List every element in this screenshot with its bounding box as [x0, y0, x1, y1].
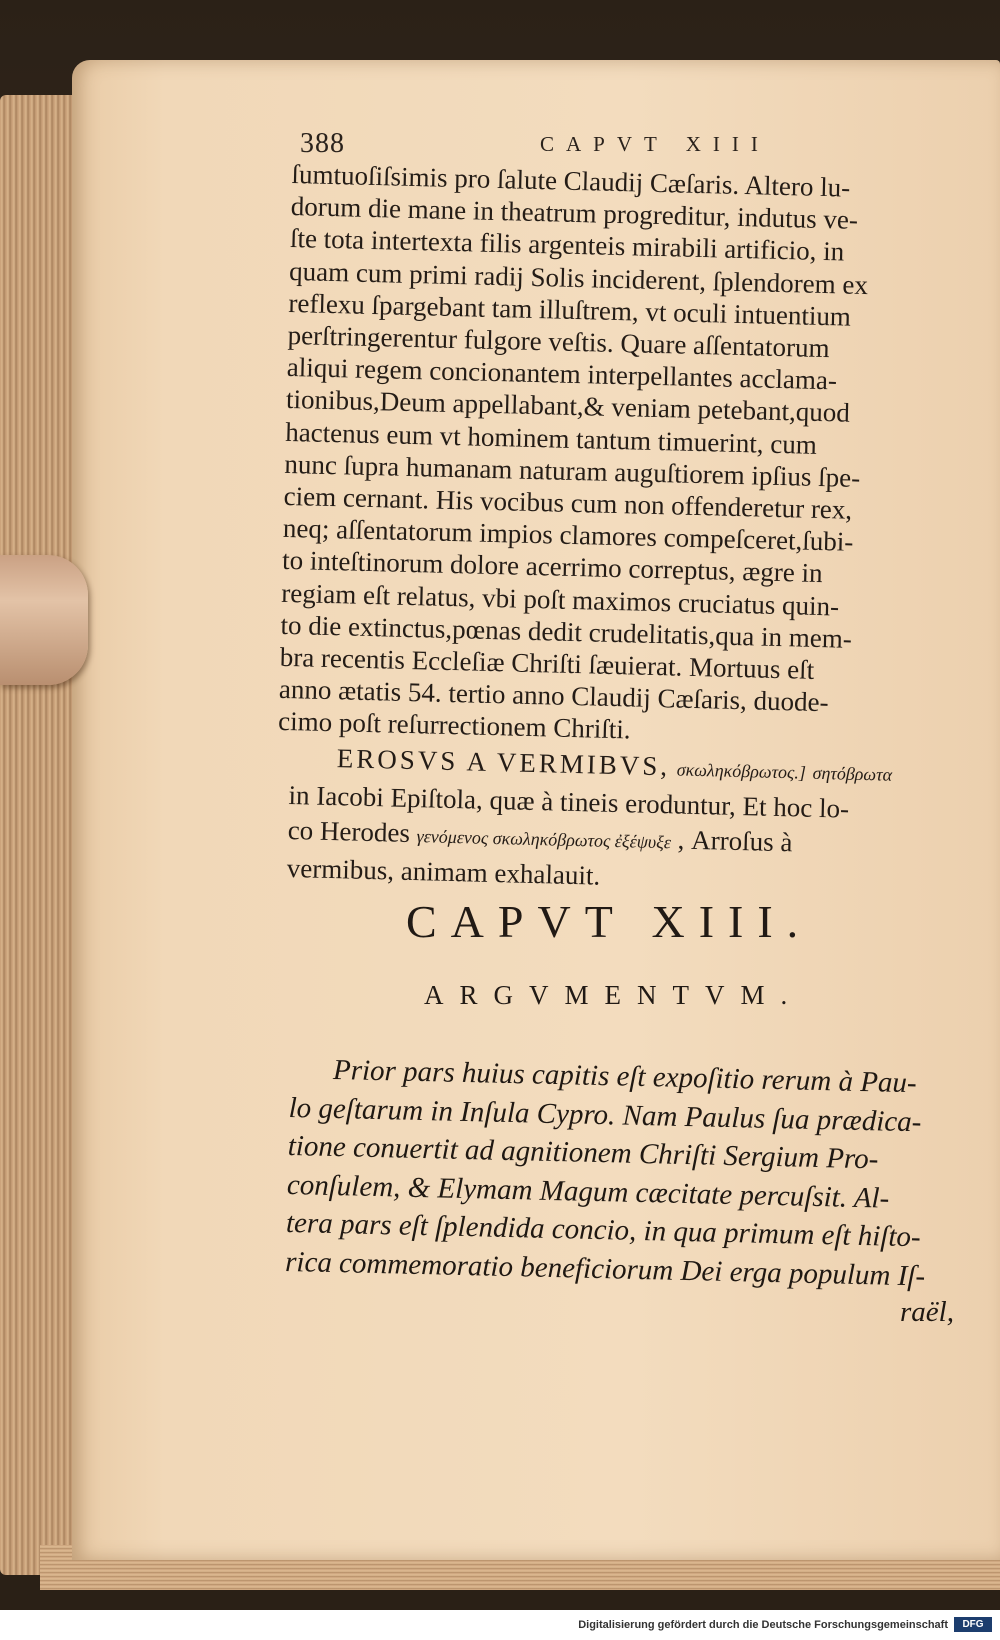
text-line: anno ætatis 54. tertio anno Claudij Cæſaris, duode-: [278, 674, 829, 718]
text-line: nunc ſupra humanam naturam auguſtiorem ipſius ſpe-: [284, 448, 861, 493]
text-line: neq; aſſentatorum impios clamores compeſceret,ſubi-: [282, 513, 854, 558]
argument-heading: ARGVMENTVM.: [424, 980, 804, 1010]
text-line: aliqui regem concionantem interpellantes acclama-: [286, 352, 838, 396]
text-line: dorum die mane in theatrum progreditur, indutus ve-: [290, 191, 859, 236]
greek-term: σκωληκόβρωτος.]: [676, 759, 807, 783]
annotation-note: [286, 740, 959, 902]
argument-line-text: Prior pars huius capitis eſt expoſitio rerum à Pau-: [332, 1053, 918, 1100]
text-line: tionibus,Deum appellabant,& veniam petebant,quod: [285, 384, 851, 429]
note-text: , Arroſus à: [677, 824, 793, 858]
note-line: vermibus, animam exhalauit.: [286, 852, 601, 891]
note-lemma: EROSVS A VERMIBVS,: [336, 743, 671, 782]
argument-line: tione conuertit ad agnitionem Chriſti Sergium Pro-: [287, 1129, 879, 1176]
body-paragraph: [278, 158, 962, 754]
text-line: quam cum primi radij Solis inciderent, ſplendorem ex: [288, 255, 869, 300]
text-line: ſumtuoſiſsimis pro ſalute Claudij Cæſaris. Altero lu-: [291, 158, 851, 203]
page-number: 388: [300, 128, 345, 159]
argument-line: lo geſtarum in Inſula Cypro. Nam Paulus ſua prædica-: [288, 1091, 922, 1138]
argument-line: tera pars eſt ſplendida concio, in qua primum eſt hiſto-: [285, 1206, 921, 1254]
text-line: reflexu ſpargebant tam illuſtrem, vt oculi intuentium: [288, 287, 852, 332]
text-line: to die extinctus,pœnas dedit crudelitatis,qua in mem-: [280, 609, 853, 654]
note-text: co Herodes: [287, 814, 411, 848]
funding-notice: Digitalisierung gefördert durch die Deutsche Forschungsgemeinschaft: [578, 1619, 948, 1631]
text-line: ciem cernant. His vocibus cum non offenderetur rex,: [283, 480, 853, 525]
digitization-footer: [0, 1610, 1000, 1640]
chapter-title: CAPVT XIII.: [406, 896, 813, 947]
text-line: cimo poſt reſurrectionem Chriſti.: [277, 706, 631, 745]
greek-term: γενόμενος σκωληκόβρωτος ἐξέψυξε: [416, 826, 672, 853]
argument-line: conſulem, & Elymam Magum cæcitate percuſsit. Al-: [286, 1168, 890, 1215]
book-clasp-strap: [0, 555, 88, 685]
catchword: raël,: [900, 1296, 954, 1328]
running-head: CAPVT XIII: [540, 132, 770, 156]
text-line: ſte tota intertexta filis argenteis mirabili artificio, in: [289, 223, 845, 267]
note-line: in Iacobi Epiſtola, quæ à tineis eroduntur, Et hoc lo-: [288, 779, 850, 824]
text-line: to inteſtinorum dolore acerrimo correptus, ægre in: [281, 545, 823, 589]
text-line: bra recentis Eccleſiæ Chriſti ſæuierat. Mortuus eſt: [279, 641, 815, 685]
page-edges: [0, 95, 78, 1575]
argument-line: rica commemoratio beneficiorum Dei erga populum Iſ-: [284, 1245, 926, 1292]
text-line: hactenus eum vt hominem tantum timuerint, cum: [284, 416, 818, 460]
argument-paragraph: [285, 1050, 950, 1296]
greek-term: σητόβρωτα: [812, 762, 893, 785]
text-line: perſtringerentur fulgore veſtis. Quare aſſentatorum: [287, 319, 830, 364]
dfg-logo: DFG: [954, 1617, 992, 1632]
text-line: regiam eſt relatus, vbi poſt maximos cruciatus quin-: [281, 577, 840, 622]
